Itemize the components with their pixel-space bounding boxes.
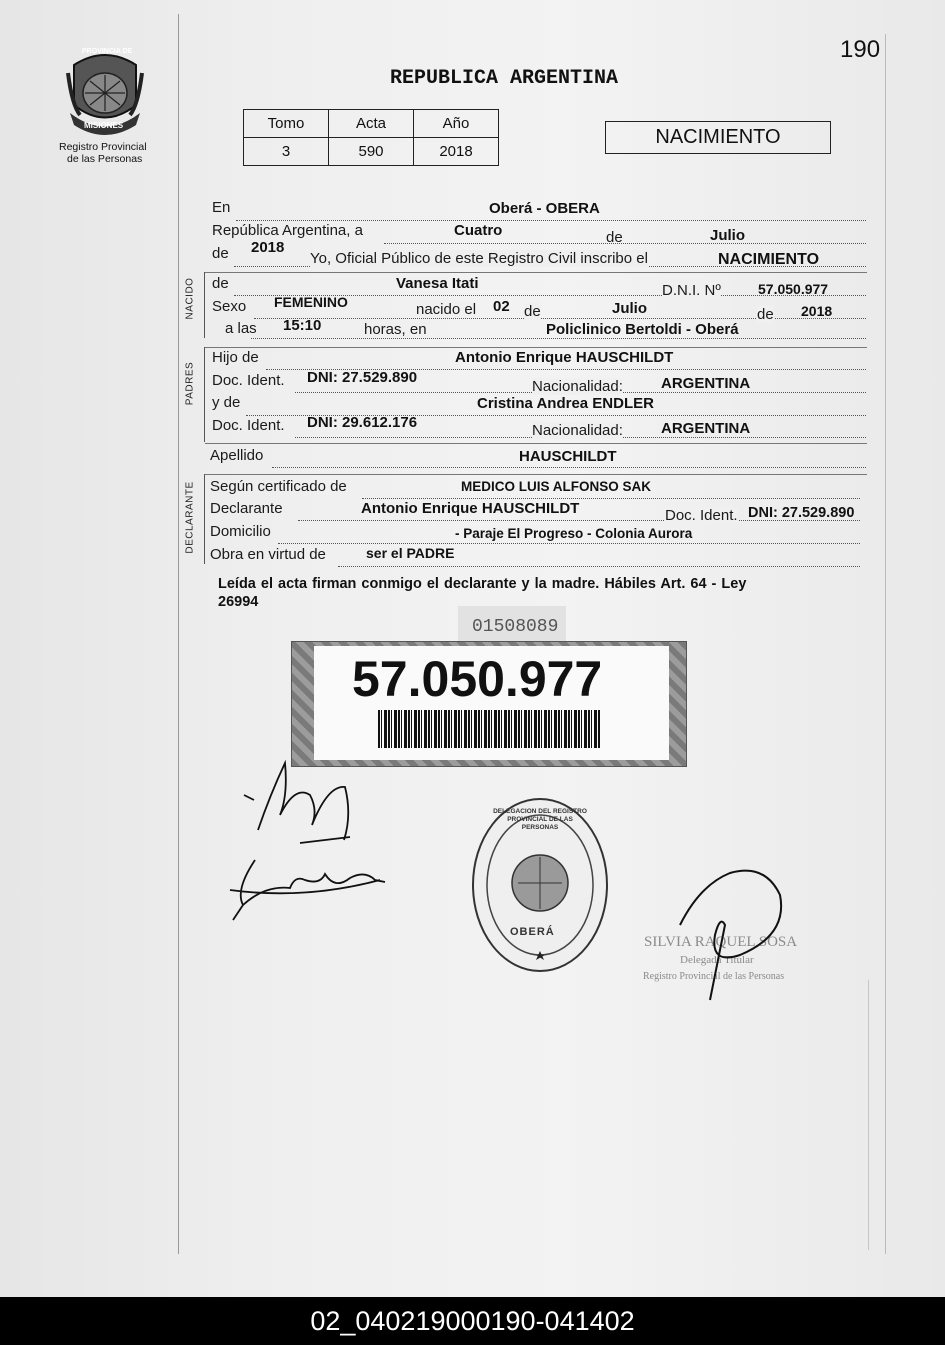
left-margin-line xyxy=(178,14,179,1254)
inscribo-value: NACIMIENTO xyxy=(718,251,820,268)
obra-value: ser el PADRE xyxy=(366,545,455,561)
nacido-el-label: nacido el xyxy=(416,301,477,318)
horas-label: horas, en xyxy=(364,321,427,338)
section-rule xyxy=(205,474,867,475)
section-divider xyxy=(204,474,205,564)
section-rule xyxy=(205,347,867,348)
dotted-line xyxy=(251,338,866,339)
dotted-line xyxy=(278,543,860,544)
dni-label: D.N.I. Nº xyxy=(662,282,721,299)
logo-caption-line1: Registro Provincial xyxy=(59,141,147,153)
de-label: de xyxy=(757,306,774,323)
father-name: Antonio Enrique HAUSCHILDT xyxy=(455,349,674,366)
child-name: Vanesa Itati xyxy=(396,275,479,292)
de2-label: de xyxy=(212,245,229,262)
en-label: En xyxy=(212,199,231,216)
de-label: de xyxy=(524,303,541,320)
sexo-value: FEMENINO xyxy=(274,294,348,310)
nacido-section-label: NACIDO xyxy=(184,277,196,320)
mother-nationality: ARGENTINA xyxy=(661,420,751,437)
section-divider xyxy=(204,347,205,442)
birth-month: Julio xyxy=(612,300,648,317)
record-type-box: NACIMIENTO xyxy=(605,121,831,154)
right-margin-line xyxy=(885,34,886,1254)
dotted-line xyxy=(254,318,866,319)
record-table-cell: 590 xyxy=(329,138,414,166)
apellido-value: HAUSCHILDT xyxy=(519,448,617,465)
nacionalidad-label: Nacionalidad: xyxy=(532,378,623,395)
dni-sticker-number: 57.050.977 xyxy=(352,651,603,707)
child-dni: 57.050.977 xyxy=(758,281,829,297)
page-number: 190 xyxy=(840,36,881,63)
doc-ident-label: Doc. Ident. xyxy=(212,417,285,434)
dotted-line xyxy=(236,220,866,221)
logo-ribbon-text: MISIONES xyxy=(84,121,124,130)
sexo-label: Sexo xyxy=(212,298,247,315)
year-value: 2018 xyxy=(251,239,285,256)
declarante-doc: DNI: 27.529.890 xyxy=(748,505,855,521)
nacionalidad-label: Nacionalidad: xyxy=(532,422,623,439)
birth-day: 02 xyxy=(493,298,510,315)
a-las-label: a las xyxy=(225,320,257,337)
declarante-label: Declarante xyxy=(210,500,283,517)
record-table-header: Acta xyxy=(329,110,414,138)
day-value: Cuatro xyxy=(454,222,503,239)
dotted-line xyxy=(384,243,866,244)
section-divider xyxy=(204,272,205,338)
dotted-line xyxy=(272,467,866,468)
barcode-icon xyxy=(378,710,600,748)
dni-sticker xyxy=(291,641,687,767)
domicilio-label: Domicilio xyxy=(210,523,271,540)
record-table-cell: 2018 xyxy=(414,138,499,166)
official-signature-icon xyxy=(670,865,790,1005)
obra-label: Obra en virtud de xyxy=(210,546,326,563)
header-title: REPUBLICA ARGENTINA xyxy=(390,67,619,90)
record-table-cell: 3 xyxy=(244,138,329,166)
apellido-label: Apellido xyxy=(210,447,264,464)
footer-id: 02_040219000190-041402 xyxy=(0,1297,945,1345)
seal-city: OBERÁ xyxy=(510,926,555,938)
doc-ident-label: Doc. Ident. xyxy=(665,507,738,524)
birth-place: Policlinico Bertoldi - Oberá xyxy=(546,321,739,338)
republica-label: República Argentina, a xyxy=(212,222,363,239)
declarante-value: Antonio Enrique HAUSCHILDT xyxy=(361,500,580,517)
mother-doc: DNI: 29.612.176 xyxy=(307,414,418,431)
section-rule xyxy=(205,272,867,273)
record-table-header-row xyxy=(244,110,499,138)
yo-label: Yo, Oficial Público de este Registro Civil inscribo el xyxy=(310,250,648,267)
record-table-header: Tomo xyxy=(244,110,329,138)
record-table xyxy=(243,109,499,166)
serial-number: 01508089 xyxy=(472,617,559,637)
dotted-line xyxy=(338,566,860,567)
father-nationality: ARGENTINA xyxy=(661,375,751,392)
mother-signature-icon xyxy=(225,850,395,930)
right-edge-line xyxy=(868,980,869,1250)
de-label: de xyxy=(606,229,623,246)
y-de-label: y de xyxy=(212,394,241,411)
mother-name: Cristina Andrea ENDLER xyxy=(477,395,654,412)
father-signature-icon xyxy=(240,755,380,855)
official-name: SILVIA RAQUEL SOSA xyxy=(644,934,798,950)
declarante-section-label: DECLARANTE xyxy=(184,481,196,554)
official-role: Delegada Titular xyxy=(680,954,754,966)
padres-section-label: PADRES xyxy=(184,361,196,406)
nacido-de-label: de xyxy=(212,275,229,292)
seal-ring-text: DELEGACION DEL REGISTRO PROVINCIAL DE LAS PERSONAS xyxy=(493,808,587,831)
doc-ident-label: Doc. Ident. xyxy=(212,372,285,389)
section-rule xyxy=(205,443,867,444)
record-table-value-row xyxy=(244,138,499,166)
dotted-line xyxy=(362,498,860,499)
birth-time: 15:10 xyxy=(283,317,322,334)
father-doc: DNI: 27.529.890 xyxy=(307,369,418,386)
logo-arc-text: PROVINCIA DE xyxy=(82,48,133,55)
place-value: Oberá - OBERA xyxy=(489,200,600,217)
certificado-value: MEDICO LUIS ALFONSO SAK xyxy=(461,479,652,494)
month-value: Julio xyxy=(710,227,746,244)
official-office: Registro Provincial de las Personas xyxy=(643,971,785,982)
record-table-header: Año xyxy=(414,110,499,138)
domicilio-value: - Paraje El Progreso - Colonia Aurora xyxy=(455,526,693,541)
province-logo xyxy=(60,45,150,140)
hijo-label: Hijo de xyxy=(212,349,259,366)
logo-caption-line2: de las Personas xyxy=(67,153,143,165)
closing-line2: 26994 xyxy=(218,594,259,610)
closing-line1: Leída el acta firman conmigo el declarante y la madre. Hábiles Art. 64 - Ley xyxy=(218,576,747,592)
birth-year: 2018 xyxy=(801,303,833,319)
certificado-label: Según certificado de xyxy=(210,478,347,495)
